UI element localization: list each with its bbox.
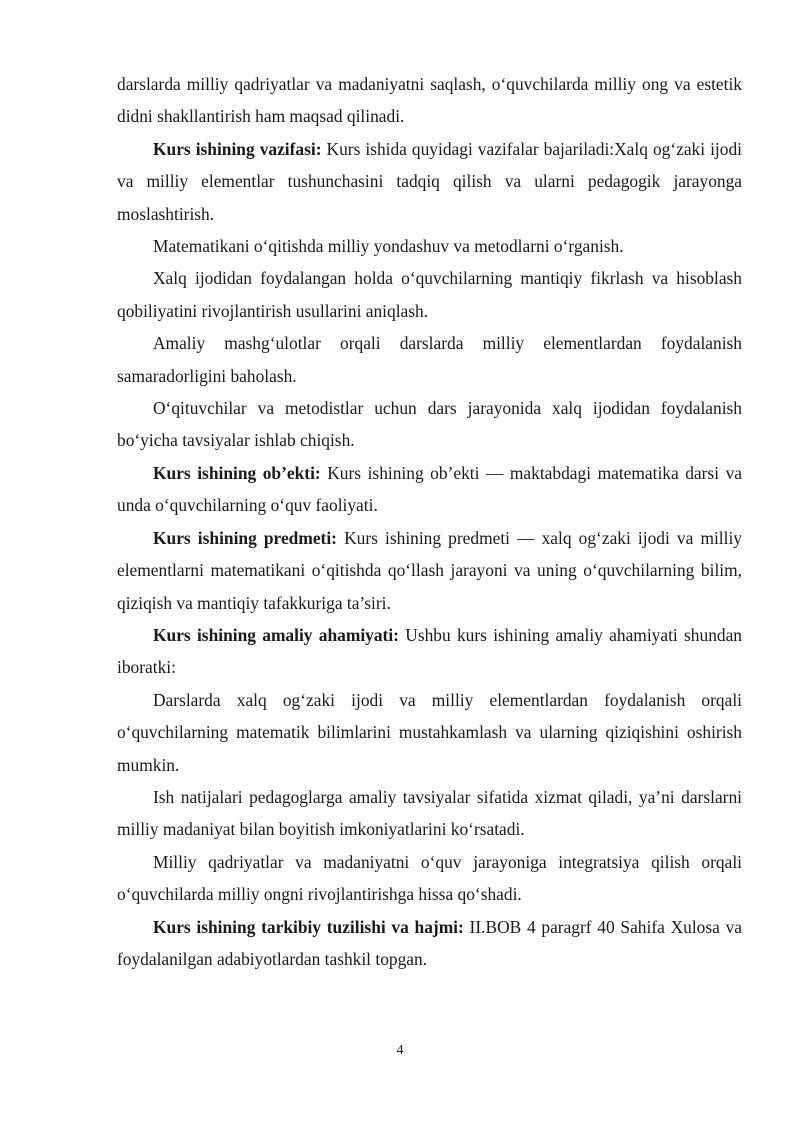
paragraph-3 bbox=[117, 230, 742, 262]
document-body bbox=[117, 68, 742, 975]
paragraph-lead: Kurs ishining tarkibiy tuzilishi va hajmi: bbox=[153, 916, 464, 937]
paragraph-practical-significance bbox=[117, 619, 742, 684]
paragraph-text: Kurs ishining predmeti — xalq og‘zaki ijodi va milliy elementlarni matematikani o‘qitishda qo‘llash jarayoni va uning o‘quvchilarning bilim, qiziqish va mantiqiy tafakkuriga ta’siri. bbox=[117, 527, 742, 613]
paragraph-lead: Kurs ishining amaliy ahamiyati: bbox=[153, 624, 399, 645]
paragraph-1 bbox=[117, 68, 742, 133]
paragraph-10 bbox=[117, 684, 742, 781]
paragraph-6 bbox=[117, 392, 742, 457]
paragraph-text: Ushbu kurs ishining amaliy ahamiyati shundan iboratki: bbox=[117, 624, 742, 678]
paragraph-text: O‘qituvchilar va metodistlar uchun dars jarayonida xalq ijodidan foydalanish bo‘yicha tavsiyalar ishlab chiqish. bbox=[117, 398, 742, 451]
paragraph-text: Kurs ishining ob’ekti — maktabdagi matematika darsi va unda o‘quvchilarning o‘quv faoliyati. bbox=[117, 462, 742, 516]
paragraph-text: Amaliy mashg‘ulotlar orqali darslarda milliy elementlardan foydalanish samaradorligini baholash. bbox=[117, 333, 742, 386]
paragraph-text: Milliy qadriyatlar va madaniyatni o‘quv jarayoniga integratsiya qilish orqali o‘quvchilarda milliy ongni rivojlantirishga hissa qo‘shadi. bbox=[117, 851, 742, 905]
paragraph-structure bbox=[117, 911, 742, 976]
page-number: 4 bbox=[396, 1043, 404, 1058]
paragraph-subject bbox=[117, 522, 742, 619]
paragraph-lead: Kurs ishining predmeti: bbox=[153, 527, 337, 548]
paragraph-text: darslarda milliy qadriyatlar va madaniyatni saqlash, o‘quvchilarda milliy ong va estetik didni shakllantirish ham maqsad qilinadi. bbox=[117, 74, 742, 127]
paragraph-text: Darslarda xalq og‘zaki ijodi va milliy elementlardan foydalanish orqali o‘quvchilarning matematik bilimlarini mustahkamlash va ularning qiziqishini oshirish mumkin. bbox=[117, 689, 742, 775]
paragraph-lead: Kurs ishining vazifasi: bbox=[153, 138, 322, 159]
paragraph-text: II.BOB 4 paragrf 40 Sahifa Xulosa va foydalanilgan adabiyotlardan tashkil topgan. bbox=[117, 916, 742, 969]
paragraph-text: Kurs ishida quyidagi vazifalar bajariladi:Xalq og‘zaki ijodi va milliy elementlar tushunchasini tadqiq qilish va ularni pedagogik jarayonga moslashtirish. bbox=[117, 138, 742, 224]
paragraph-tasks-heading bbox=[117, 133, 742, 230]
paragraph-5 bbox=[117, 327, 742, 392]
paragraph-4 bbox=[117, 262, 742, 327]
paragraph-text: Ish natijalari pedagoglarga amaliy tavsiyalar sifatida xizmat qiladi, ya’ni darslarni milliy madaniyat bilan boyitish imkoniyatlarini ko‘rsatadi. bbox=[117, 786, 742, 840]
paragraph-lead: Kurs ishining ob’ekti: bbox=[153, 462, 321, 483]
paragraph-object bbox=[117, 457, 742, 522]
paragraph-text: Xalq ijodidan foydalangan holda o‘quvchilarning mantiqiy fikrlash va hisoblash qobiliyatini rivojlantirish usullarini aniqlash. bbox=[117, 268, 742, 321]
paragraph-11 bbox=[117, 781, 742, 846]
paragraph-12 bbox=[117, 846, 742, 911]
paragraph-text: Matematikani o‘qitishda milliy yondashuv va metodlarni o‘rganish. bbox=[153, 236, 624, 257]
